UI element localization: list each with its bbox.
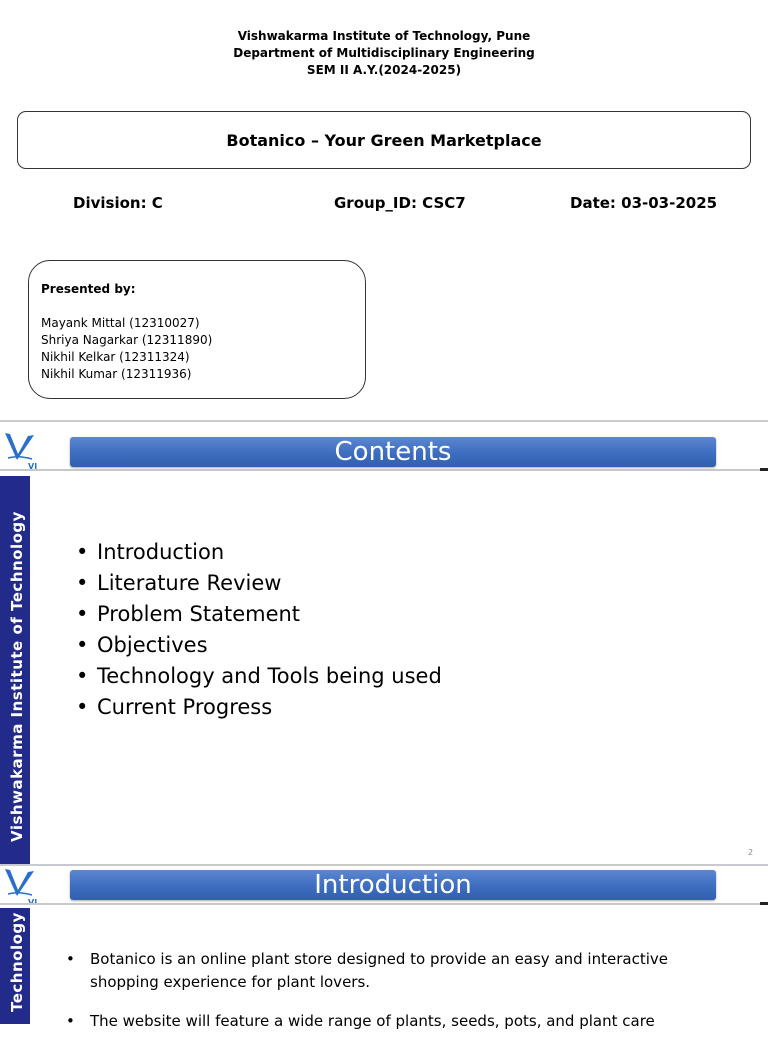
slide-title-bar: [70, 437, 716, 467]
bullet-icon: •: [76, 602, 89, 626]
side-band-text: Vishwakarma Institute of Technology: [8, 511, 26, 842]
presenters-box: [28, 260, 366, 399]
rule-end-mark: [760, 902, 768, 905]
institute-header: [0, 28, 768, 79]
presented-by-heading: Presented by:: [41, 282, 136, 296]
slide-separator: [0, 420, 768, 422]
title-rule: [0, 903, 768, 905]
slide-title: Introduction: [314, 870, 472, 900]
list-item: • Problem Statement: [76, 599, 442, 630]
title-rule: [0, 469, 768, 471]
vit-logo-icon: [4, 866, 36, 906]
side-band-text: Technology: [8, 912, 26, 1012]
bullet-icon: •: [76, 633, 89, 657]
group-id-label: Group_ID: CSC7: [334, 194, 466, 212]
list-item: • Botanico is an online plant store designed to provide an easy and interactive shopping experience for plant lovers.: [66, 950, 668, 991]
rule-end-mark: [760, 468, 768, 471]
list-item: • Introduction: [76, 537, 442, 568]
side-band: [0, 908, 30, 1024]
logo-letters: VI: [28, 462, 38, 471]
semester-label: SEM II A.Y.(2024-2025): [306, 63, 462, 77]
presenter-item: Shriya Nagarkar (12311890): [41, 333, 213, 347]
division-label: Division: C: [73, 194, 163, 212]
presenter-item: Mayank Mittal (12310027): [41, 316, 200, 330]
department-name: Department of Multidisciplinary Engineering: [233, 46, 535, 60]
list-item: • Objectives: [76, 630, 442, 661]
list-item: • Literature Review: [76, 568, 442, 599]
list-item: • Technology and Tools being used: [76, 661, 442, 692]
slide-title: Contents: [334, 437, 452, 467]
list-item: • Current Progress: [76, 692, 442, 723]
bullet-icon: •: [76, 571, 89, 595]
project-title-box: [17, 111, 751, 169]
contents-list: [76, 537, 442, 723]
bullet-icon: •: [66, 950, 75, 968]
logo-letters: VI: [28, 898, 38, 907]
introduction-list: [66, 948, 706, 1049]
presenter-item: Nikhil Kelkar (12311324): [41, 350, 190, 364]
vit-logo-icon: [4, 430, 36, 470]
institute-name: Vishwakarma Institute of Technology, Pune: [237, 29, 531, 43]
page-number: 2: [748, 848, 754, 857]
bullet-icon: •: [76, 695, 89, 719]
side-band: [0, 476, 30, 864]
bullet-icon: •: [66, 1012, 75, 1030]
slide-title-bar: [70, 870, 716, 900]
bullet-icon: •: [76, 540, 89, 564]
date-label: Date: 03-03-2025: [570, 194, 718, 212]
list-item: • The website will feature a wide range of plants, seeds, pots, and plant care: [66, 1010, 706, 1033]
slide-separator: [0, 864, 768, 866]
presenter-item: Nikhil Kumar (12311936): [41, 367, 192, 381]
bullet-icon: •: [76, 664, 89, 688]
project-title: Botanico – Your Green Marketplace: [226, 130, 542, 150]
